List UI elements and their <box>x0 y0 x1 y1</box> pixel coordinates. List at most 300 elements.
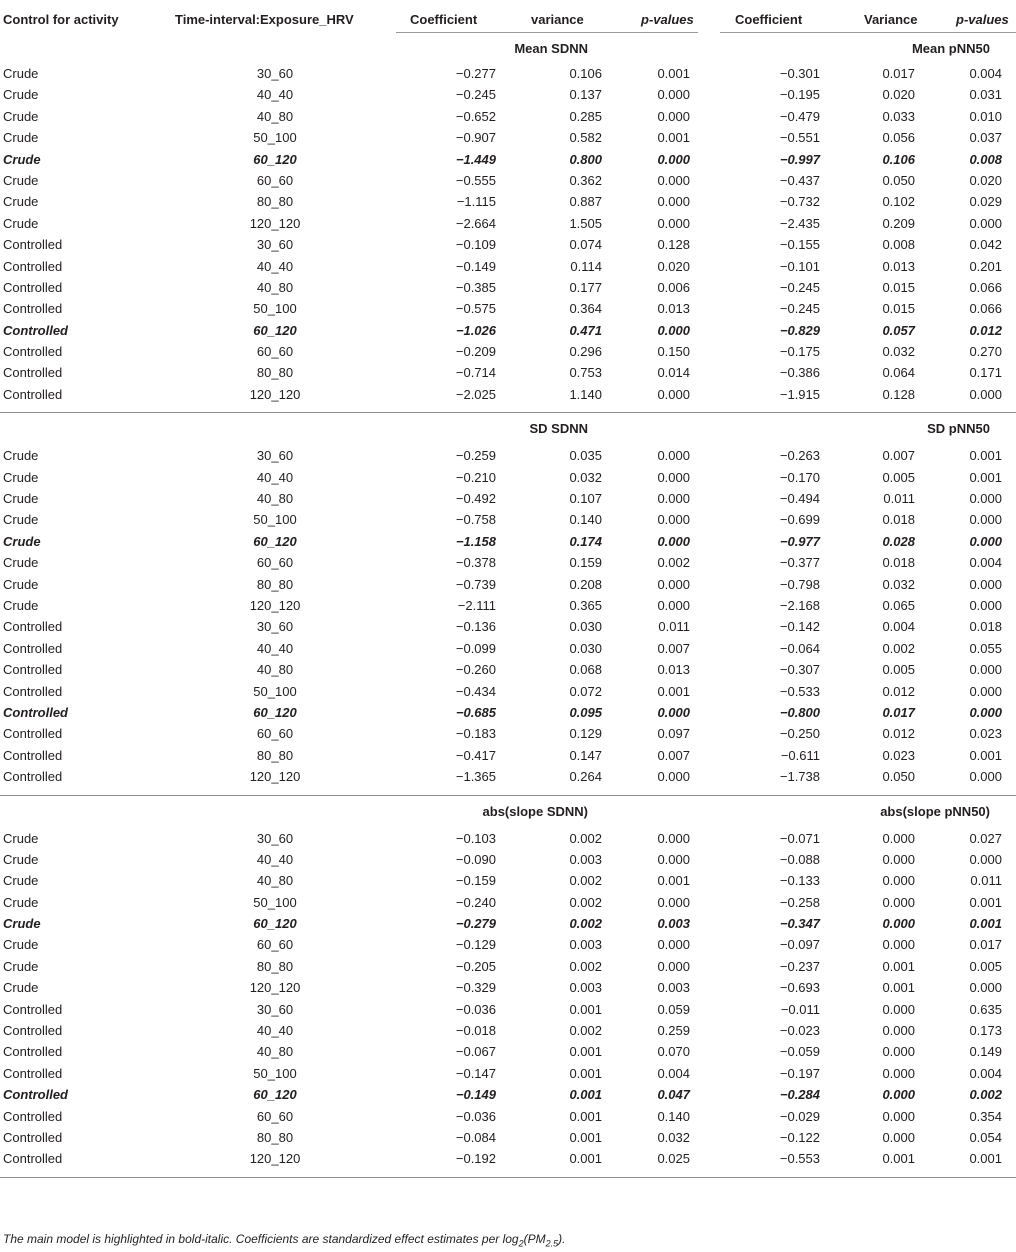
cell-control: Controlled <box>3 1129 63 1145</box>
cell-interval: 30_60 <box>256 237 294 253</box>
cell-pvalue-left: 0.000 <box>657 851 690 867</box>
cell-interval: 30_60 <box>256 448 294 464</box>
cell-coefficient-left: −0.277 <box>455 66 496 81</box>
cell-interval: 60_120 <box>253 533 297 549</box>
cell-variance-left: 0.365 <box>569 597 602 613</box>
section-title-left: abs(slope SDNN) <box>482 803 588 819</box>
cell-variance-left: 0.001 <box>569 1129 602 1145</box>
cell-control: Controlled <box>3 1065 63 1081</box>
cell-interval: 40_40 <box>256 87 294 103</box>
cell-variance-left: 0.362 <box>569 172 602 188</box>
cell-variance-right: 0.017 <box>882 66 915 81</box>
cell-pvalue-right: 0.001 <box>969 747 1002 763</box>
cell-variance-left: 0.140 <box>569 512 602 528</box>
cell-control: Controlled <box>3 365 63 381</box>
cell-interval: 40_80 <box>256 108 294 124</box>
table-row-main-model <box>0 531 1016 552</box>
table-row <box>0 766 1016 787</box>
cell-interval: 30_60 <box>256 66 294 81</box>
cell-control: Controlled <box>3 237 63 253</box>
section-spacer <box>0 788 1016 795</box>
cell-coefficient-left: −0.378 <box>455 555 496 571</box>
cell-pvalue-right: 0.005 <box>969 958 1002 974</box>
cell-coefficient-right: −0.533 <box>779 683 820 699</box>
header-pvalues-right: p-values <box>956 12 1009 27</box>
cell-coefficient-right: −0.023 <box>779 1023 820 1039</box>
cell-variance-left: 0.001 <box>569 1108 602 1124</box>
table-row <box>0 1127 1016 1148</box>
table-row <box>0 106 1016 127</box>
cell-pvalue-left: 0.001 <box>657 683 690 699</box>
cell-variance-right: 0.000 <box>882 851 915 867</box>
cell-pvalue-left: 0.014 <box>657 365 690 381</box>
table-row-main-model <box>0 320 1016 341</box>
cell-control: Crude <box>3 597 39 613</box>
table-row <box>0 170 1016 191</box>
cell-control: Crude <box>3 469 39 485</box>
table-row <box>0 956 1016 977</box>
cell-variance-right: 0.000 <box>882 937 915 953</box>
cell-variance-right: 0.005 <box>882 469 915 485</box>
cell-coefficient-right: −0.284 <box>779 1087 820 1103</box>
cell-control: Controlled <box>3 619 63 635</box>
header-pvalues-left: p-values <box>641 12 694 27</box>
cell-coefficient-right: −0.142 <box>779 619 820 635</box>
cell-coefficient-left: −0.260 <box>455 662 496 678</box>
table-row-main-model <box>0 1084 1016 1105</box>
cell-variance-right: 0.000 <box>882 873 915 889</box>
cell-coefficient-left: −0.136 <box>455 619 496 635</box>
cell-control: Crude <box>3 830 39 846</box>
cell-interval: 50_100 <box>253 130 297 146</box>
cell-variance-right: 0.050 <box>882 172 915 188</box>
cell-pvalue-right: 0.149 <box>969 1044 1002 1060</box>
cell-variance-right: 0.000 <box>882 1108 915 1124</box>
table-row-main-model <box>0 702 1016 723</box>
cell-interval: 30_60 <box>256 619 294 635</box>
cell-pvalue-right: 0.027 <box>969 830 1002 846</box>
cell-coefficient-right: −1.738 <box>779 769 820 785</box>
cell-interval: 60_120 <box>253 704 297 720</box>
table-row <box>0 595 1016 616</box>
cell-interval: 40_80 <box>256 491 294 507</box>
cell-variance-right: 0.056 <box>882 130 915 146</box>
cell-coefficient-right: −0.170 <box>779 469 820 485</box>
cell-pvalue-right: 0.354 <box>969 1108 1002 1124</box>
cell-interval: 50_100 <box>253 683 297 699</box>
header-interval: Time-interval:Exposure_HRV <box>175 12 354 27</box>
cell-pvalue-left: 0.000 <box>657 894 690 910</box>
cell-control: Crude <box>3 533 41 549</box>
cell-pvalue-left: 0.025 <box>657 1151 690 1167</box>
cell-coefficient-right: −0.088 <box>779 851 820 867</box>
cell-variance-left: 0.002 <box>569 958 602 974</box>
section-title-right: SD pNN50 <box>927 421 990 437</box>
cell-interval: 60_120 <box>253 916 297 932</box>
cell-pvalue-right: 0.008 <box>969 151 1002 167</box>
cell-variance-right: 0.000 <box>882 1065 915 1081</box>
cell-coefficient-left: −0.245 <box>455 87 496 103</box>
table-row <box>0 1106 1016 1127</box>
cell-control: Controlled <box>3 747 63 763</box>
cell-pvalue-left: 0.004 <box>657 1065 690 1081</box>
cell-control: Crude <box>3 448 39 464</box>
table-row <box>0 213 1016 234</box>
cell-pvalue-right: 0.002 <box>969 1087 1002 1103</box>
cell-pvalue-right: 0.055 <box>969 640 1002 656</box>
cell-coefficient-right: −0.301 <box>779 66 820 81</box>
cell-interval: 60_120 <box>253 322 297 338</box>
cell-control: Controlled <box>3 344 63 360</box>
cell-variance-right: 0.001 <box>882 980 915 996</box>
cell-coefficient-left: −0.090 <box>455 851 496 867</box>
cell-interval: 60_60 <box>256 937 294 953</box>
cell-interval: 40_40 <box>256 469 294 485</box>
cell-variance-right: 0.057 <box>882 322 915 338</box>
cell-pvalue-right: 0.020 <box>969 172 1002 188</box>
cell-pvalue-left: 0.013 <box>657 662 690 678</box>
cell-control: Crude <box>3 491 39 507</box>
cell-interval: 60_60 <box>256 1108 294 1124</box>
cell-variance-left: 0.129 <box>569 726 602 742</box>
cell-interval: 50_100 <box>253 1065 297 1081</box>
table-row <box>0 1063 1016 1084</box>
cell-variance-right: 0.023 <box>882 747 915 763</box>
cell-variance-right: 0.000 <box>882 1001 915 1017</box>
cell-coefficient-left: −0.279 <box>455 916 496 932</box>
cell-variance-left: 0.106 <box>569 66 602 81</box>
cell-coefficient-left: −2.111 <box>457 597 496 613</box>
cell-interval: 80_80 <box>256 194 294 210</box>
cell-variance-left: 0.582 <box>569 130 602 146</box>
cell-pvalue-right: 0.042 <box>969 237 1002 253</box>
cell-coefficient-left: −1.449 <box>455 151 496 167</box>
cell-coefficient-left: −0.714 <box>455 365 496 381</box>
cell-interval: 120_120 <box>249 215 301 231</box>
cell-pvalue-right: 0.270 <box>969 344 1002 360</box>
cell-control: Crude <box>3 66 39 81</box>
cell-variance-left: 0.001 <box>569 1087 602 1103</box>
cell-pvalue-left: 0.128 <box>657 237 690 253</box>
cell-pvalue-left: 0.000 <box>657 937 690 953</box>
cell-pvalue-right: 0.004 <box>969 1065 1002 1081</box>
cell-interval: 40_40 <box>256 258 294 274</box>
cell-coefficient-right: −0.377 <box>779 555 820 571</box>
cell-coefficient-left: −0.018 <box>455 1023 496 1039</box>
cell-variance-right: 0.017 <box>882 704 915 720</box>
cell-pvalue-right: 0.000 <box>969 851 1002 867</box>
cell-pvalue-left: 0.007 <box>657 747 690 763</box>
cell-variance-left: 1.140 <box>569 386 602 402</box>
table-row <box>0 84 1016 105</box>
cell-variance-left: 0.002 <box>569 894 602 910</box>
cell-coefficient-right: −0.307 <box>779 662 820 678</box>
cell-interval: 120_120 <box>249 769 301 785</box>
cell-interval: 40_40 <box>256 851 294 867</box>
cell-variance-right: 0.000 <box>882 1023 915 1039</box>
table-row <box>0 999 1016 1020</box>
cell-interval: 60_60 <box>256 344 294 360</box>
cell-interval: 50_100 <box>253 512 297 528</box>
cell-variance-left: 0.074 <box>569 237 602 253</box>
cell-pvalue-left: 0.140 <box>657 1108 690 1124</box>
cell-variance-right: 0.018 <box>882 555 915 571</box>
cell-variance-right: 0.013 <box>882 258 915 274</box>
table-row <box>0 234 1016 255</box>
cell-coefficient-right: −0.245 <box>779 279 820 295</box>
cell-pvalue-right: 0.017 <box>969 937 1002 953</box>
cell-pvalue-right: 0.031 <box>969 87 1002 103</box>
table-footnote: The main model is highlighted in bold-italic. Coefficients are standardized effect estimates per $\log_2(PM_{2.5})$. <box>3 1232 566 1249</box>
table-row <box>0 870 1016 891</box>
header-coefficient-left: Coefficient <box>410 12 478 27</box>
cell-coefficient-left: −0.652 <box>455 108 496 124</box>
cell-interval: 80_80 <box>256 576 294 592</box>
cell-coefficient-left: −0.099 <box>455 640 496 656</box>
cell-pvalue-left: 0.059 <box>657 1001 690 1017</box>
cell-interval: 60_60 <box>256 172 294 188</box>
cell-control: Crude <box>3 172 39 188</box>
cell-interval: 120_120 <box>249 980 301 996</box>
cell-pvalue-left: 0.001 <box>657 66 690 81</box>
cell-coefficient-right: −0.494 <box>779 491 820 507</box>
cell-variance-right: 0.001 <box>882 1151 915 1167</box>
cell-pvalue-left: 0.000 <box>657 491 690 507</box>
cell-variance-right: 0.001 <box>882 958 915 974</box>
cell-coefficient-right: −2.435 <box>779 215 820 231</box>
cell-variance-left: 1.505 <box>569 215 602 231</box>
cell-interval: 40_80 <box>256 662 294 678</box>
cell-pvalue-right: 0.037 <box>969 130 1002 146</box>
cell-pvalue-right: 0.000 <box>969 980 1002 996</box>
cell-coefficient-right: −0.386 <box>779 365 820 381</box>
cell-pvalue-right: 0.023 <box>969 726 1002 742</box>
cell-variance-left: 0.095 <box>569 704 602 720</box>
cell-interval: 30_60 <box>256 1001 294 1017</box>
cell-coefficient-left: −0.149 <box>455 258 496 274</box>
table-row-main-model <box>0 149 1016 170</box>
cell-interval: 120_120 <box>249 1151 301 1167</box>
header-coefficient-right: Coefficient <box>735 12 803 27</box>
cell-coefficient-right: −0.347 <box>779 916 820 932</box>
cell-pvalue-left: 0.259 <box>657 1023 690 1039</box>
cell-variance-left: 0.003 <box>569 980 602 996</box>
cell-variance-right: 0.000 <box>882 916 915 932</box>
table-row <box>0 127 1016 148</box>
cell-control: Controlled <box>3 704 68 720</box>
cell-control: Crude <box>3 576 39 592</box>
cell-pvalue-right: 0.000 <box>969 597 1002 613</box>
cell-control: Controlled <box>3 1044 63 1060</box>
cell-interval: 60_120 <box>253 1087 297 1103</box>
cell-coefficient-left: −0.109 <box>455 237 496 253</box>
cell-control: Crude <box>3 873 39 889</box>
cell-coefficient-right: −0.479 <box>779 108 820 124</box>
cell-variance-right: 0.065 <box>882 597 915 613</box>
cell-interval: 40_80 <box>256 1044 294 1060</box>
cell-variance-left: 0.107 <box>569 491 602 507</box>
table-row <box>0 467 1016 488</box>
cell-coefficient-left: −0.209 <box>455 344 496 360</box>
cell-control: Controlled <box>3 726 63 742</box>
cell-coefficient-left: −0.129 <box>455 937 496 953</box>
cell-pvalue-left: 0.000 <box>657 322 690 338</box>
table-row <box>0 277 1016 298</box>
table-row <box>0 445 1016 466</box>
section-title-left: Mean SDNN <box>514 41 588 56</box>
table-row <box>0 298 1016 319</box>
cell-coefficient-right: −0.133 <box>779 873 820 889</box>
cell-control: Crude <box>3 108 39 124</box>
table-row <box>0 341 1016 362</box>
section-title-right: Mean pNN50 <box>911 41 990 56</box>
cell-coefficient-right: −0.553 <box>779 1151 820 1167</box>
cell-control: Crude <box>3 980 39 996</box>
cell-control: Crude <box>3 958 39 974</box>
cell-coefficient-right: −0.059 <box>779 1044 820 1060</box>
cell-coefficient-left: −0.149 <box>455 1087 496 1103</box>
cell-variance-left: 0.177 <box>569 279 602 295</box>
cell-variance-left: 0.032 <box>569 469 602 485</box>
cell-pvalue-left: 0.047 <box>657 1087 690 1103</box>
cell-variance-left: 0.030 <box>569 619 602 635</box>
cell-coefficient-right: −0.029 <box>779 1108 820 1124</box>
cell-pvalue-left: 0.003 <box>657 916 690 932</box>
cell-pvalue-left: 0.000 <box>657 87 690 103</box>
cell-coefficient-left: −0.036 <box>455 1001 496 1017</box>
table-row <box>0 638 1016 659</box>
cell-control: Controlled <box>3 301 63 317</box>
cell-pvalue-right: 0.011 <box>970 873 1002 889</box>
cell-pvalue-right: 0.000 <box>969 662 1002 678</box>
section-header <box>0 796 1016 828</box>
cell-coefficient-right: −0.829 <box>779 322 820 338</box>
cell-coefficient-right: −1.915 <box>779 386 820 402</box>
cell-control: Crude <box>3 555 39 571</box>
cell-coefficient-left: −0.084 <box>455 1129 496 1145</box>
table-row <box>0 1041 1016 1062</box>
cell-coefficient-left: −2.025 <box>455 386 496 402</box>
cell-variance-right: 0.128 <box>882 386 915 402</box>
cell-coefficient-left: −0.192 <box>455 1151 496 1167</box>
table-row <box>0 828 1016 849</box>
cell-variance-left: 0.003 <box>569 937 602 953</box>
cell-variance-right: 0.032 <box>882 576 915 592</box>
cell-pvalue-left: 0.000 <box>657 469 690 485</box>
cell-variance-right: 0.050 <box>882 769 915 785</box>
cell-pvalue-left: 0.000 <box>657 215 690 231</box>
cell-variance-right: 0.012 <box>882 683 915 699</box>
cell-pvalue-left: 0.003 <box>657 980 690 996</box>
cell-pvalue-left: 0.150 <box>657 344 690 360</box>
cell-coefficient-right: −0.097 <box>779 937 820 953</box>
cell-pvalue-left: 0.006 <box>657 279 690 295</box>
cell-coefficient-left: −0.159 <box>455 873 496 889</box>
cell-pvalue-left: 0.007 <box>657 640 690 656</box>
cell-pvalue-right: 0.000 <box>969 533 1002 549</box>
table-row-main-model <box>0 913 1016 934</box>
cell-variance-right: 0.005 <box>882 662 915 678</box>
cell-pvalue-left: 0.000 <box>657 533 690 549</box>
cell-coefficient-left: −0.758 <box>455 512 496 528</box>
cell-pvalue-right: 0.000 <box>969 769 1002 785</box>
cell-variance-right: 0.032 <box>882 344 915 360</box>
cell-variance-left: 0.035 <box>569 448 602 464</box>
cell-variance-left: 0.887 <box>569 194 602 210</box>
cell-variance-left: 0.285 <box>569 108 602 124</box>
cell-interval: 60_60 <box>256 726 294 742</box>
cell-coefficient-left: −0.492 <box>455 491 496 507</box>
cell-pvalue-left: 0.000 <box>657 769 690 785</box>
cell-pvalue-left: 0.001 <box>657 873 690 889</box>
cell-coefficient-right: −0.997 <box>779 151 820 167</box>
cell-pvalue-right: 0.000 <box>969 512 1002 528</box>
cell-interval: 80_80 <box>256 1129 294 1145</box>
cell-control: Crude <box>3 937 39 953</box>
cell-variance-right: 0.015 <box>882 279 915 295</box>
cell-pvalue-left: 0.097 <box>657 726 690 742</box>
cell-variance-right: 0.000 <box>882 1087 915 1103</box>
cell-control: Controlled <box>3 258 63 274</box>
cell-pvalue-left: 0.000 <box>657 512 690 528</box>
cell-pvalue-left: 0.000 <box>657 108 690 124</box>
header-control: Control for activity <box>3 12 119 27</box>
table-row <box>0 723 1016 744</box>
cell-control: Controlled <box>3 662 63 678</box>
cell-variance-right: 0.209 <box>882 215 915 231</box>
cell-variance-right: 0.002 <box>882 640 915 656</box>
table-row <box>0 659 1016 680</box>
cell-coefficient-right: −0.611 <box>780 747 820 763</box>
cell-control: Crude <box>3 87 39 103</box>
cell-pvalue-right: 0.001 <box>969 1151 1002 1167</box>
cell-variance-left: 0.030 <box>569 640 602 656</box>
cell-coefficient-left: −1.026 <box>455 322 496 338</box>
table-row <box>0 934 1016 955</box>
cell-variance-left: 0.002 <box>569 830 602 846</box>
cell-interval: 80_80 <box>256 958 294 974</box>
cell-coefficient-left: −1.365 <box>455 769 496 785</box>
cell-interval: 80_80 <box>256 747 294 763</box>
cell-pvalue-left: 0.000 <box>657 704 690 720</box>
cell-variance-left: 0.753 <box>569 365 602 381</box>
cell-variance-left: 0.159 <box>569 555 602 571</box>
cell-coefficient-left: −0.434 <box>455 683 496 699</box>
cell-interval: 60_120 <box>253 151 297 167</box>
cell-control: Crude <box>3 512 39 528</box>
cell-control: Crude <box>3 916 41 932</box>
section-header <box>0 33 1016 63</box>
cell-variance-right: 0.106 <box>882 151 915 167</box>
cell-coefficient-right: −0.800 <box>779 704 820 720</box>
cell-coefficient-right: −0.064 <box>779 640 820 656</box>
table-row <box>0 384 1016 405</box>
cell-coefficient-left: −0.103 <box>455 830 496 846</box>
header-variance-left: variance <box>531 12 584 27</box>
cell-coefficient-left: −0.183 <box>455 726 496 742</box>
cell-variance-left: 0.068 <box>569 662 602 678</box>
cell-variance-left: 0.001 <box>569 1001 602 1017</box>
cell-variance-left: 0.001 <box>569 1065 602 1081</box>
cell-variance-right: 0.102 <box>882 194 915 210</box>
cell-pvalue-right: 0.004 <box>969 555 1002 571</box>
cell-coefficient-left: −0.385 <box>455 279 496 295</box>
table-bottom-rule <box>0 1177 1016 1178</box>
cell-pvalue-right: 0.054 <box>969 1129 1002 1145</box>
cell-pvalue-right: 0.000 <box>969 704 1002 720</box>
cell-pvalue-right: 0.000 <box>969 683 1002 699</box>
cell-pvalue-left: 0.002 <box>657 555 690 571</box>
